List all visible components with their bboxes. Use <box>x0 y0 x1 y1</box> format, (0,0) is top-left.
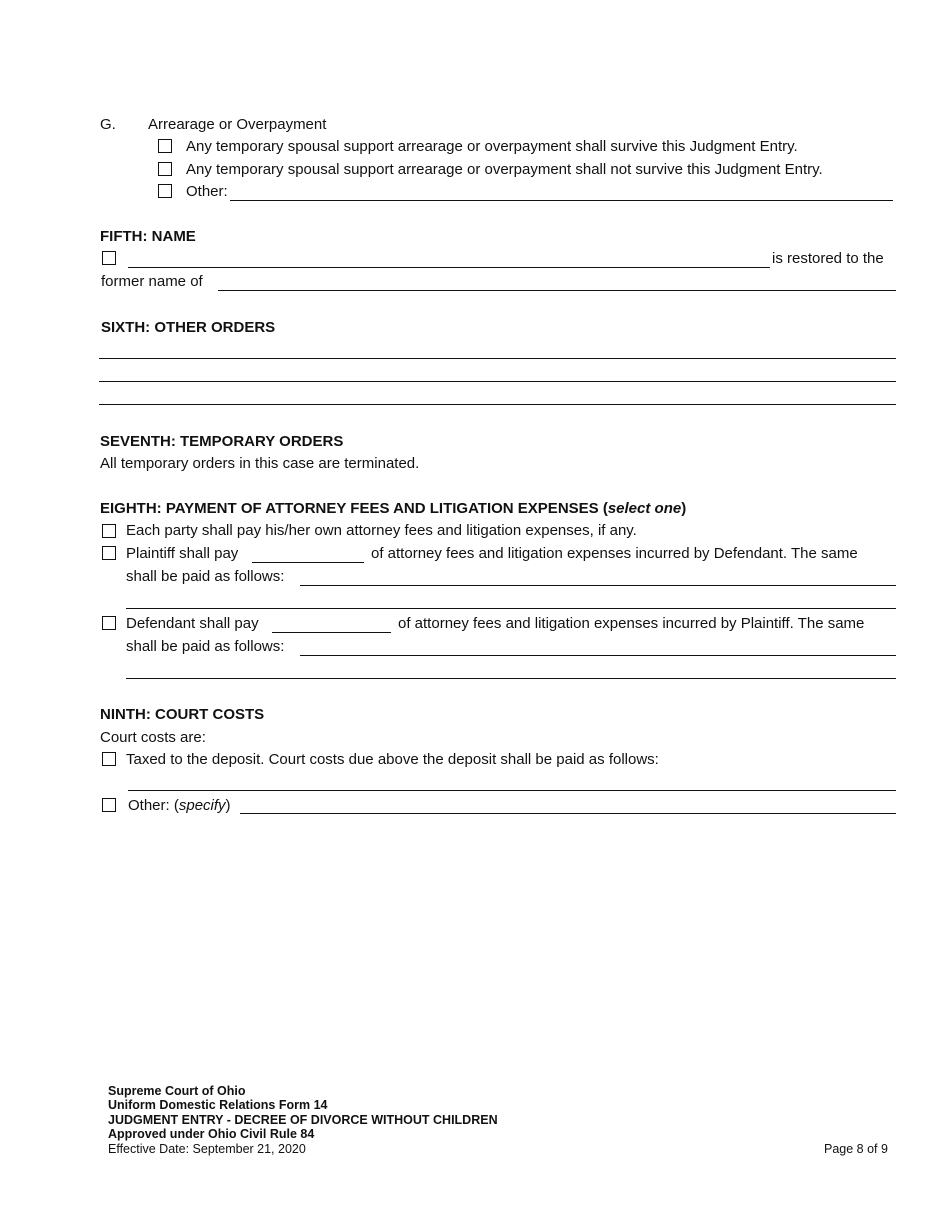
plaintiff-pay-label: Plaintiff shall pay <box>126 545 239 562</box>
defendant-terms-input-line-1[interactable] <box>300 655 896 656</box>
plaintiff-terms-input-line-1[interactable] <box>300 585 896 586</box>
plaintiff-paid-as-follows-label: shall be paid as follows: <box>126 568 285 585</box>
plaintiff-terms-input-line-2[interactable] <box>126 608 896 609</box>
costs-other-input-line[interactable] <box>240 813 896 814</box>
arrearage-other-input-line[interactable] <box>230 200 893 201</box>
defendant-terms-input-line-2[interactable] <box>126 678 896 679</box>
checkbox-costs-other[interactable] <box>102 798 116 812</box>
defendant-amount-input-line[interactable] <box>272 632 391 633</box>
eighth-heading-close: ) <box>681 500 687 517</box>
option-arrearage-survive-label: Any temporary spousal support arrearage or overpayment shall survive this Judgment Entry. <box>186 138 798 155</box>
checkbox-costs-taxed[interactable] <box>102 752 116 766</box>
eighth-heading-main: EIGHTH: PAYMENT OF ATTORNEY FEES AND LITIGATION EXPENSES ( <box>100 500 608 517</box>
option-arrearage-not-survive-label: Any temporary spousal support arrearage or overpayment shall not survive this Judgment Entry. <box>186 161 823 178</box>
footer-page-number: Page 8 of 9 <box>824 1142 888 1156</box>
footer-form-title: JUDGMENT ENTRY - DECREE OF DIVORCE WITHOUT CHILDREN <box>108 1113 498 1127</box>
defendant-paid-as-follows-label: shall be paid as follows: <box>126 638 285 655</box>
other-orders-line-1[interactable] <box>99 358 896 359</box>
plaintiff-amount-input-line[interactable] <box>252 562 364 563</box>
ninth-heading: NINTH: COURT COSTS <box>100 706 265 723</box>
other-orders-line-2[interactable] <box>99 381 896 382</box>
costs-taxed-label: Taxed to the deposit. Court costs due above the deposit shall be paid as follows: <box>126 751 659 768</box>
checkbox-fees-each-party[interactable] <box>102 524 116 538</box>
footer-form-number: Uniform Domestic Relations Form 14 <box>108 1098 328 1112</box>
checkbox-fees-plaintiff[interactable] <box>102 546 116 560</box>
checkbox-fees-defendant[interactable] <box>102 616 116 630</box>
footer-court: Supreme Court of Ohio <box>108 1084 246 1098</box>
fees-each-party-label: Each party shall pay his/her own attorney fees and litigation expenses, if any. <box>126 522 637 539</box>
option-arrearage-other-label: Other: <box>186 183 228 200</box>
checkbox-name-restore[interactable] <box>102 251 116 265</box>
plaintiff-pay-rest-label: of attorney fees and litigation expenses incurred by Defendant. The same <box>371 545 858 562</box>
costs-other-specify: specify <box>178 797 226 814</box>
sixth-heading: SIXTH: OTHER ORDERS <box>101 319 276 336</box>
costs-other-text: Other: ( <box>128 797 179 814</box>
section-g-title: Arrearage or Overpayment <box>148 116 327 133</box>
costs-other-label <box>128 797 231 815</box>
other-orders-line-3[interactable] <box>99 404 896 405</box>
section-g-letter: G. <box>100 116 116 133</box>
former-name-label: former name of <box>101 273 203 290</box>
court-costs-intro: Court costs are: <box>100 729 206 746</box>
fifth-heading: FIFTH: NAME <box>100 228 196 245</box>
footer-effective-date: Effective Date: September 21, 2020 <box>108 1142 306 1156</box>
costs-other-close: ) <box>225 797 231 814</box>
temporary-orders-text: All temporary orders in this case are terminated. <box>100 455 420 472</box>
checkbox-arrearage-survive[interactable] <box>158 139 172 153</box>
former-name-input-line[interactable] <box>218 290 896 291</box>
restored-text: is restored to the <box>772 250 884 267</box>
eighth-heading-select-one: select one <box>607 500 682 517</box>
eighth-heading <box>100 500 686 518</box>
costs-taxed-input-line[interactable] <box>128 790 896 791</box>
defendant-pay-label: Defendant shall pay <box>126 615 259 632</box>
footer-approval: Approved under Ohio Civil Rule 84 <box>108 1127 315 1141</box>
name-party-input-line[interactable] <box>128 267 770 268</box>
checkbox-arrearage-not-survive[interactable] <box>158 162 172 176</box>
defendant-pay-rest-label: of attorney fees and litigation expenses incurred by Plaintiff. The same <box>398 615 865 632</box>
seventh-heading: SEVENTH: TEMPORARY ORDERS <box>100 433 344 450</box>
checkbox-arrearage-other[interactable] <box>158 184 172 198</box>
